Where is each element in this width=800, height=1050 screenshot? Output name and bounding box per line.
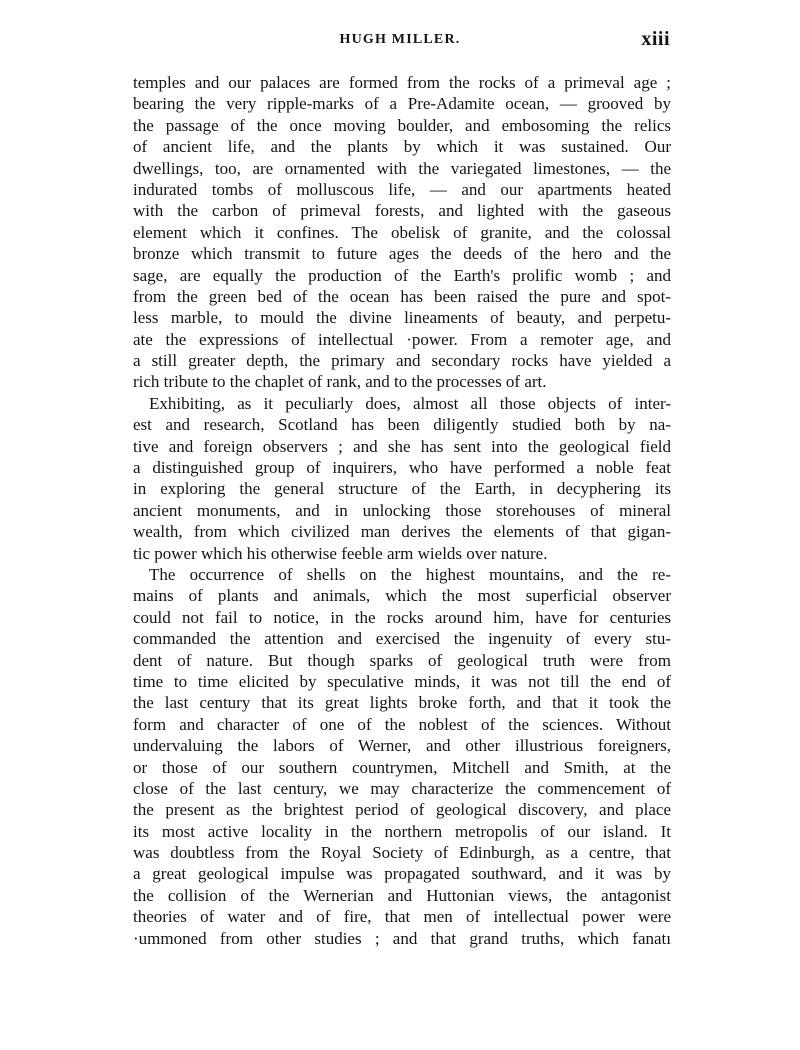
text-line: the passage of the once moving boulder, and embosoming the relics bbox=[133, 115, 671, 135]
text-line: its most active locality in the northern metropolis of our island. It bbox=[133, 821, 671, 841]
text-line: was doubtless from the Royal Society of Edinburgh, as a centre, that bbox=[133, 843, 671, 863]
text-line: bronze which transmit to future ages the deeds of the hero and the bbox=[133, 244, 671, 264]
text-line: of ancient life, and the plants by which it was sustained. Our bbox=[133, 137, 671, 157]
text-line: dwellings, too, are ornamented with the variegated limestones, — the bbox=[133, 158, 671, 178]
text-line: Exhibiting, as it peculiarly does, almost all those objects of inter- bbox=[149, 393, 671, 413]
text-line: rich tribute to the chaplet of rank, and to the processes of art. bbox=[133, 372, 547, 392]
text-line: from the green bed of the ocean has been raised the pure and spot- bbox=[133, 286, 671, 306]
text-line: less marble, to mould the divine lineaments of beauty, and perpetu- bbox=[133, 308, 671, 328]
text-line: sage, are equally the production of the Earth's prolific womb ; and bbox=[133, 265, 671, 285]
text-line: undervaluing the labors of Werner, and other illustrious foreigners, bbox=[133, 736, 671, 756]
page-number: xiii bbox=[641, 28, 670, 50]
paragraph-2 bbox=[133, 393, 671, 564]
text-line: in exploring the general structure of the Earth, in decyphering its bbox=[133, 479, 671, 499]
text-line: ate the expressions of intellectual ·power. From a remoter age, and bbox=[133, 329, 671, 349]
text-line: the present as the brightest period of geological discovery, and place bbox=[133, 800, 671, 820]
text-line: or those of our southern countrymen, Mitchell and Smith, at the bbox=[133, 757, 671, 777]
text-line: tic power which his otherwise feeble arm wields over nature. bbox=[133, 543, 548, 563]
body-text bbox=[133, 72, 671, 949]
text-line: The occurrence of shells on the highest mountains, and the re- bbox=[149, 564, 671, 584]
text-line: wealth, from which civilized man derives the elements of that gigan- bbox=[133, 522, 671, 542]
text-line: mains of plants and animals, which the most superficial observer bbox=[133, 586, 671, 606]
text-line: dent of nature. But though sparks of geological truth were from bbox=[133, 650, 671, 670]
text-line: temples and our palaces are formed from the rocks of a primeval age ; bbox=[133, 73, 671, 92]
text-line: with the carbon of primeval forests, and lighted with the gaseous bbox=[133, 201, 671, 221]
text-line: a still greater depth, the primary and secondary rocks have yielded a bbox=[133, 351, 671, 371]
text-line: ·ummoned from other studies ; and that grand truths, which fanatı bbox=[133, 928, 671, 948]
text-line: est and research, Scotland has been diligently studied both by na- bbox=[133, 415, 671, 435]
text-line: a great geological impulse was propagated southward, and it was by bbox=[133, 864, 671, 884]
text-line: the collision of the Wernerian and Huttonian views, the antagonist bbox=[133, 885, 671, 905]
text-line: a distinguished group of inquirers, who have performed a noble feat bbox=[133, 458, 671, 478]
text-line: commanded the attention and exercised the ingenuity of every stu- bbox=[133, 629, 671, 649]
text-line: time to time elicited by speculative minds, it was not till the end of bbox=[133, 671, 671, 691]
text-line: element which it confines. The obelisk of granite, and the colossal bbox=[133, 222, 671, 242]
running-head bbox=[130, 30, 670, 54]
text-line: close of the last century, we may characterize the commencement of bbox=[133, 778, 671, 798]
paragraph-1 bbox=[133, 72, 671, 393]
text-line: form and character of one of the noblest of the sciences. Without bbox=[133, 714, 671, 734]
text-line: ancient monuments, and in unlocking those storehouses of mineral bbox=[133, 500, 671, 520]
text-line: the last century that its great lights broke forth, and that it took the bbox=[133, 693, 671, 713]
text-line: theories of water and of fire, that men of intellectual power were bbox=[133, 907, 671, 927]
text-line: indurated tombs of molluscous life, — and our apartments heated bbox=[133, 179, 671, 199]
text-line: bearing the very ripple-marks of a Pre-Adamite ocean, — grooved by bbox=[133, 94, 671, 114]
paragraph-3 bbox=[133, 564, 671, 949]
text-line: could not fail to notice, in the rocks around him, have for centuries bbox=[133, 607, 671, 627]
running-title: HUGH MILLER. bbox=[339, 32, 461, 47]
text-line: tive and foreign observers ; and she has sent into the geological field bbox=[133, 436, 671, 456]
